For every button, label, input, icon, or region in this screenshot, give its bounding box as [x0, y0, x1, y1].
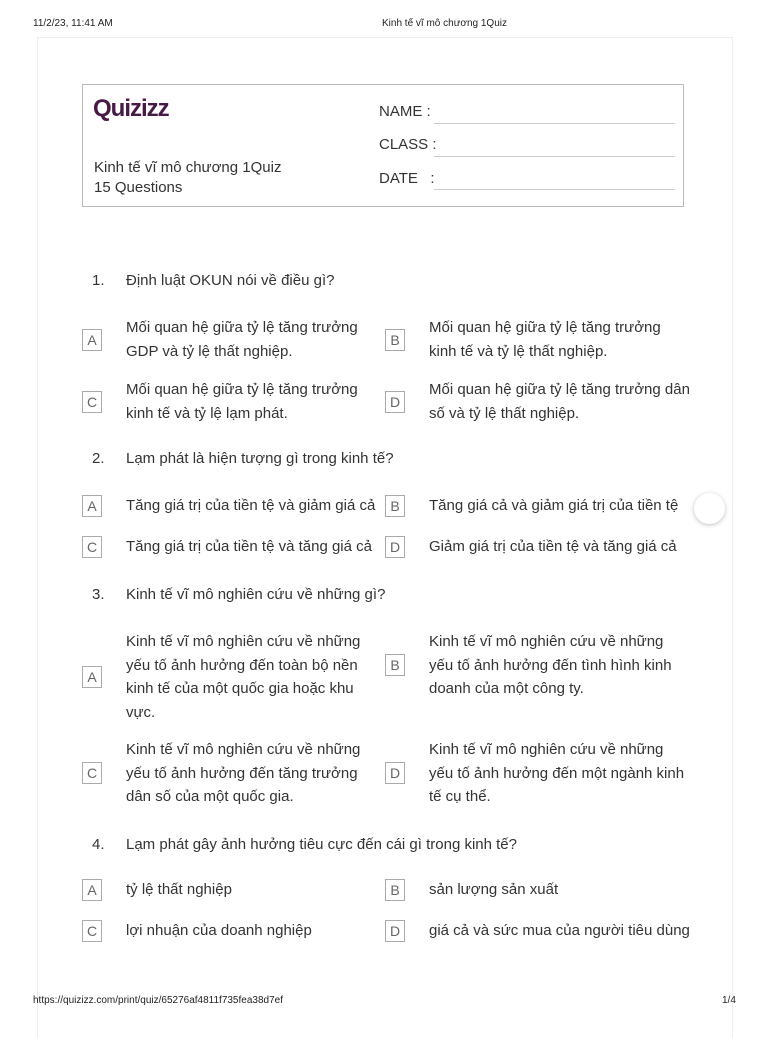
- option-text: Tăng giá trị của tiền tệ và tăng giá cả: [126, 538, 372, 555]
- option-text: Kinh tế vĩ mô nghiên cứu về những yếu tố ảnh hưởng đến một ngành kinh tế cụ thể.: [429, 741, 685, 805]
- option-letter-box[interactable]: B: [385, 654, 405, 676]
- option-letter-box[interactable]: A: [82, 329, 102, 351]
- option-text: Mối quan hệ giữa tỷ lệ tăng trưởng dân số và tỷ lệ thất nghiệp.: [429, 381, 690, 422]
- question-number: 4.: [92, 836, 105, 853]
- answer-option[interactable]: [385, 919, 691, 943]
- name-line[interactable]: [434, 123, 675, 124]
- option-text: Giảm giá trị của tiền tệ và tăng giá cả: [429, 538, 677, 555]
- option-text: Tăng giá trị của tiền tệ và giảm giá cả: [126, 497, 376, 514]
- question-text: Lạm phát là hiện tượng gì trong kinh tế?: [126, 450, 394, 467]
- option-letter-box[interactable]: D: [385, 920, 405, 942]
- scroll-button[interactable]: [694, 493, 725, 524]
- option-text: Mối quan hệ giữa tỷ lệ tăng trưởng kinh tế và tỷ lệ lạm phát.: [126, 381, 358, 422]
- option-text: Kinh tế vĩ mô nghiên cứu về những yếu tố ảnh hưởng đến tăng trưởng dân số của một quốc gia.: [126, 741, 361, 805]
- option-letter-box[interactable]: B: [385, 495, 405, 517]
- option-text: Tăng giá cả và giảm giá trị của tiền tệ: [429, 497, 679, 514]
- answer-option[interactable]: [385, 878, 691, 902]
- question-text: Kinh tế vĩ mô nghiên cứu về những gì?: [126, 586, 386, 603]
- print-title: Kinh tế vĩ mô chương 1Quiz: [382, 18, 507, 29]
- option-text: Kinh tế vĩ mô nghiên cứu về những yếu tố ảnh hưởng đến tình hình kinh doanh của một công ty.: [429, 633, 672, 697]
- option-text: lợi nhuận của doanh nghiệp: [126, 922, 312, 939]
- answer-option[interactable]: [385, 378, 691, 425]
- quiz-title: Kinh tế vĩ mô chương 1Quiz: [94, 159, 282, 176]
- answer-option[interactable]: [385, 316, 691, 363]
- answer-option[interactable]: [385, 630, 691, 701]
- option-letter-box[interactable]: A: [82, 495, 102, 517]
- class-line[interactable]: [434, 156, 675, 157]
- question-text: Lạm phát gây ảnh hưởng tiêu cực đến cái gì trong kinh tế?: [126, 836, 517, 853]
- question-text: Định luật OKUN nói về điều gì?: [126, 272, 335, 289]
- option-letter-box[interactable]: B: [385, 879, 405, 901]
- answer-option[interactable]: [82, 878, 376, 902]
- option-letter-box[interactable]: A: [82, 666, 102, 688]
- print-url: https://quizizz.com/print/quiz/65276af4811f735fea38d7ef: [33, 995, 283, 1006]
- answer-option[interactable]: [82, 919, 376, 943]
- answer-option[interactable]: [82, 630, 376, 724]
- option-letter-box[interactable]: D: [385, 762, 405, 784]
- question-number: 1.: [92, 272, 105, 289]
- answer-option[interactable]: [82, 738, 376, 809]
- print-datetime: 11/2/23, 11:41 AM: [33, 18, 113, 29]
- option-text: tỷ lệ thất nghiệp: [126, 881, 232, 898]
- question-count: 15 Questions: [94, 179, 183, 196]
- option-letter-box[interactable]: D: [385, 536, 405, 558]
- option-letter-box[interactable]: A: [82, 879, 102, 901]
- option-letter-box[interactable]: C: [82, 920, 102, 942]
- answer-option[interactable]: [82, 535, 376, 559]
- option-text: Mối quan hệ giữa tỷ lệ tăng trưởng GDP và tỷ lệ thất nghiệp.: [126, 319, 358, 360]
- option-letter-box[interactable]: C: [82, 762, 102, 784]
- option-letter-box[interactable]: C: [82, 536, 102, 558]
- answer-option[interactable]: [385, 535, 691, 559]
- question-number: 2.: [92, 450, 105, 467]
- option-text: Mối quan hệ giữa tỷ lệ tăng trưởng kinh tế và tỷ lệ thất nghiệp.: [429, 319, 661, 360]
- date-label: DATE :: [379, 170, 435, 187]
- answer-option[interactable]: [385, 494, 691, 518]
- name-label: NAME :: [379, 103, 431, 120]
- quizizz-logo: Quizizz: [93, 95, 169, 122]
- option-letter-box[interactable]: D: [385, 391, 405, 413]
- option-text: sản lượng sản xuất: [429, 881, 559, 898]
- option-text: Kinh tế vĩ mô nghiên cứu về những yếu tố ảnh hưởng đến toàn bộ nền kinh tế của một quốc gia hoặc khu vực.: [126, 633, 361, 721]
- option-letter-box[interactable]: C: [82, 391, 102, 413]
- answer-option[interactable]: [82, 494, 376, 518]
- question-number: 3.: [92, 586, 105, 603]
- date-line[interactable]: [434, 189, 675, 190]
- option-text: giá cả và sức mua của người tiêu dùng: [429, 922, 690, 939]
- class-label: CLASS :: [379, 136, 437, 153]
- page-number: 1/4: [722, 995, 736, 1006]
- quiz-header-box: [82, 84, 684, 207]
- quiz-info: [94, 158, 281, 198]
- answer-option[interactable]: [82, 378, 376, 425]
- option-letter-box[interactable]: B: [385, 329, 405, 351]
- answer-option[interactable]: [82, 316, 376, 363]
- answer-option[interactable]: [385, 738, 691, 809]
